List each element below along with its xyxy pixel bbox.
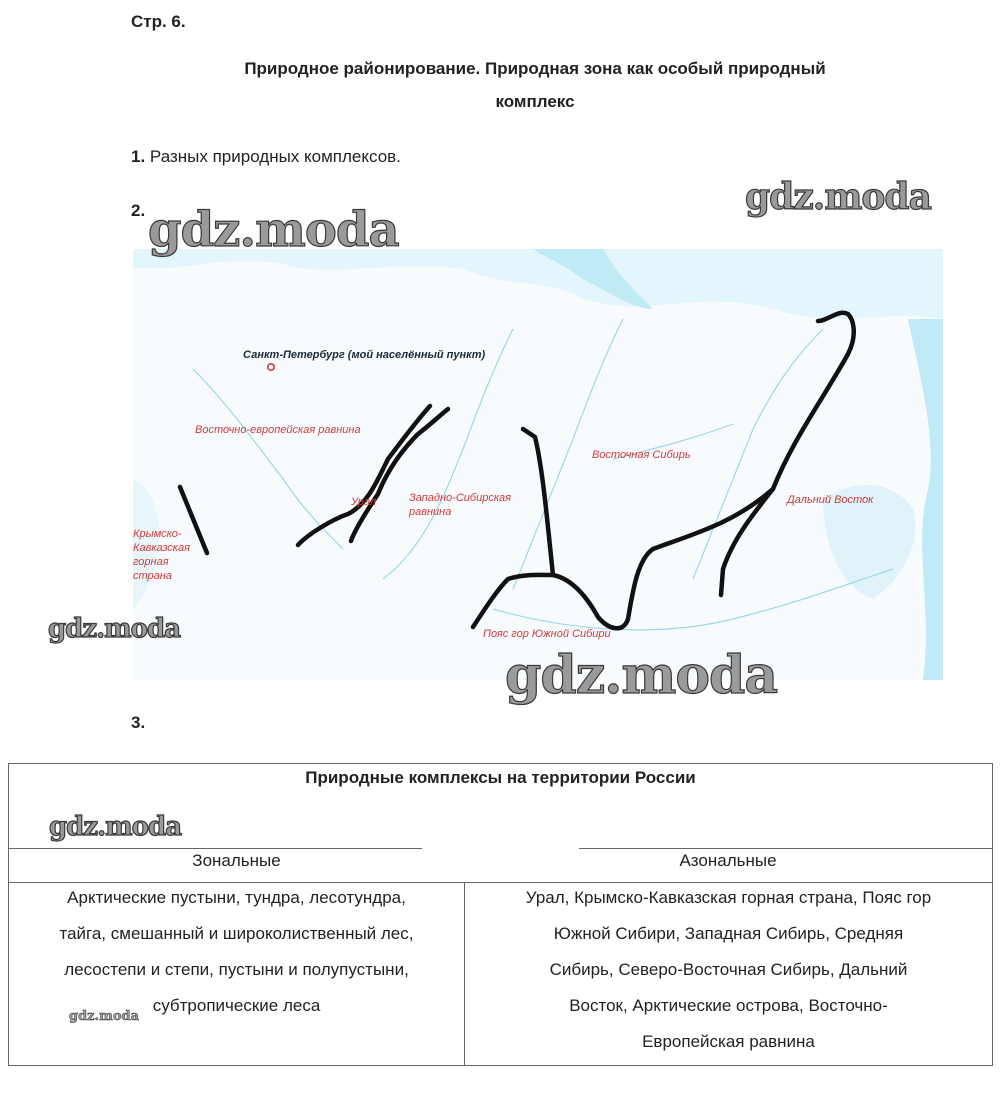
answer-1-text: Разных природных комплексов. (149, 147, 401, 166)
cell-azonal (465, 880, 992, 1060)
label-crimea-4: страна (133, 570, 172, 582)
header-divider-left (9, 848, 422, 849)
label-crimea-2: Кавказская (133, 542, 190, 554)
label-ural: Урал (351, 496, 377, 508)
zonal-line-2: тайга, смешанный и широколиственный лес, (59, 924, 414, 943)
label-crimea-3: горная (133, 556, 169, 568)
label-east-european: Восточно-европейская равнина (195, 424, 361, 436)
watermark-5: gdz.moda (49, 812, 182, 842)
pacific-coast (908, 319, 943, 680)
cell-zonal (9, 880, 464, 1024)
section-title-line-2: комплекс (495, 92, 575, 111)
arctic-sea (133, 249, 943, 319)
answer-2-number: 2. (131, 201, 146, 220)
column-header-azonal: Азональные (679, 851, 777, 870)
label-south-siberia: Пояс гор Южной Сибири (483, 628, 611, 640)
answer-1-number: 1. (131, 147, 146, 166)
boundary-ural-east (351, 409, 448, 541)
zonal-line-3: лесостепи и степи, пустыни и полупустыни, (64, 960, 409, 979)
page-reference: Стр. 6. (131, 12, 186, 31)
map-canvas (133, 249, 943, 680)
watermark-4: gdz.moda (505, 645, 778, 706)
natural-complexes-table (8, 763, 993, 1066)
label-far-east: Дальний Восток (787, 494, 874, 506)
russia-physiographic-map (133, 249, 943, 680)
azonal-line-3: Сибирь, Северо-Восточная Сибирь, Дальний (549, 960, 908, 979)
city-marker (268, 364, 274, 370)
zonal-line-1: Арктические пустыни, тундра, лесотундра, (67, 888, 406, 907)
azonal-line-4: Восток, Арктические острова, Восточно- (569, 996, 888, 1015)
label-spb: Санкт-Петербург (мой населённый пункт) (243, 349, 486, 361)
azonal-line-2: Южной Сибири, Западная Сибирь, Средняя (553, 924, 904, 943)
label-east-siberia: Восточная Сибирь (592, 449, 691, 461)
section-title-line-1: Природное районирование. Природная зона как особый природный (244, 59, 826, 78)
azonal-line-5: Европейская равнина (642, 1032, 815, 1051)
azonal-line-1: Урал, Крымско-Кавказская горная страна, Пояс гор (525, 888, 932, 907)
boundary-south-siberia (473, 313, 854, 629)
watermark-1: gdz.moda (148, 202, 399, 258)
boundary-far-east (721, 489, 773, 595)
column-header-zonal: Зональные (192, 851, 281, 870)
watermark-2: gdz.moda (745, 176, 931, 218)
watermark-3: gdz.moda (48, 614, 181, 644)
answer-3-number: 3. (131, 713, 146, 732)
label-west-siberian-1: Западно-Сибирская (409, 492, 512, 504)
zonal-line-4: субтропические леса (152, 996, 321, 1015)
table-title: Природные комплексы на территории России (305, 768, 696, 787)
answer-1 (131, 147, 401, 167)
label-west-siberian-2: равнина (409, 506, 452, 518)
label-crimea-1: Крымско- (133, 528, 182, 540)
header-divider-right (579, 848, 992, 849)
watermark-6: gdz.moda (69, 1009, 140, 1024)
